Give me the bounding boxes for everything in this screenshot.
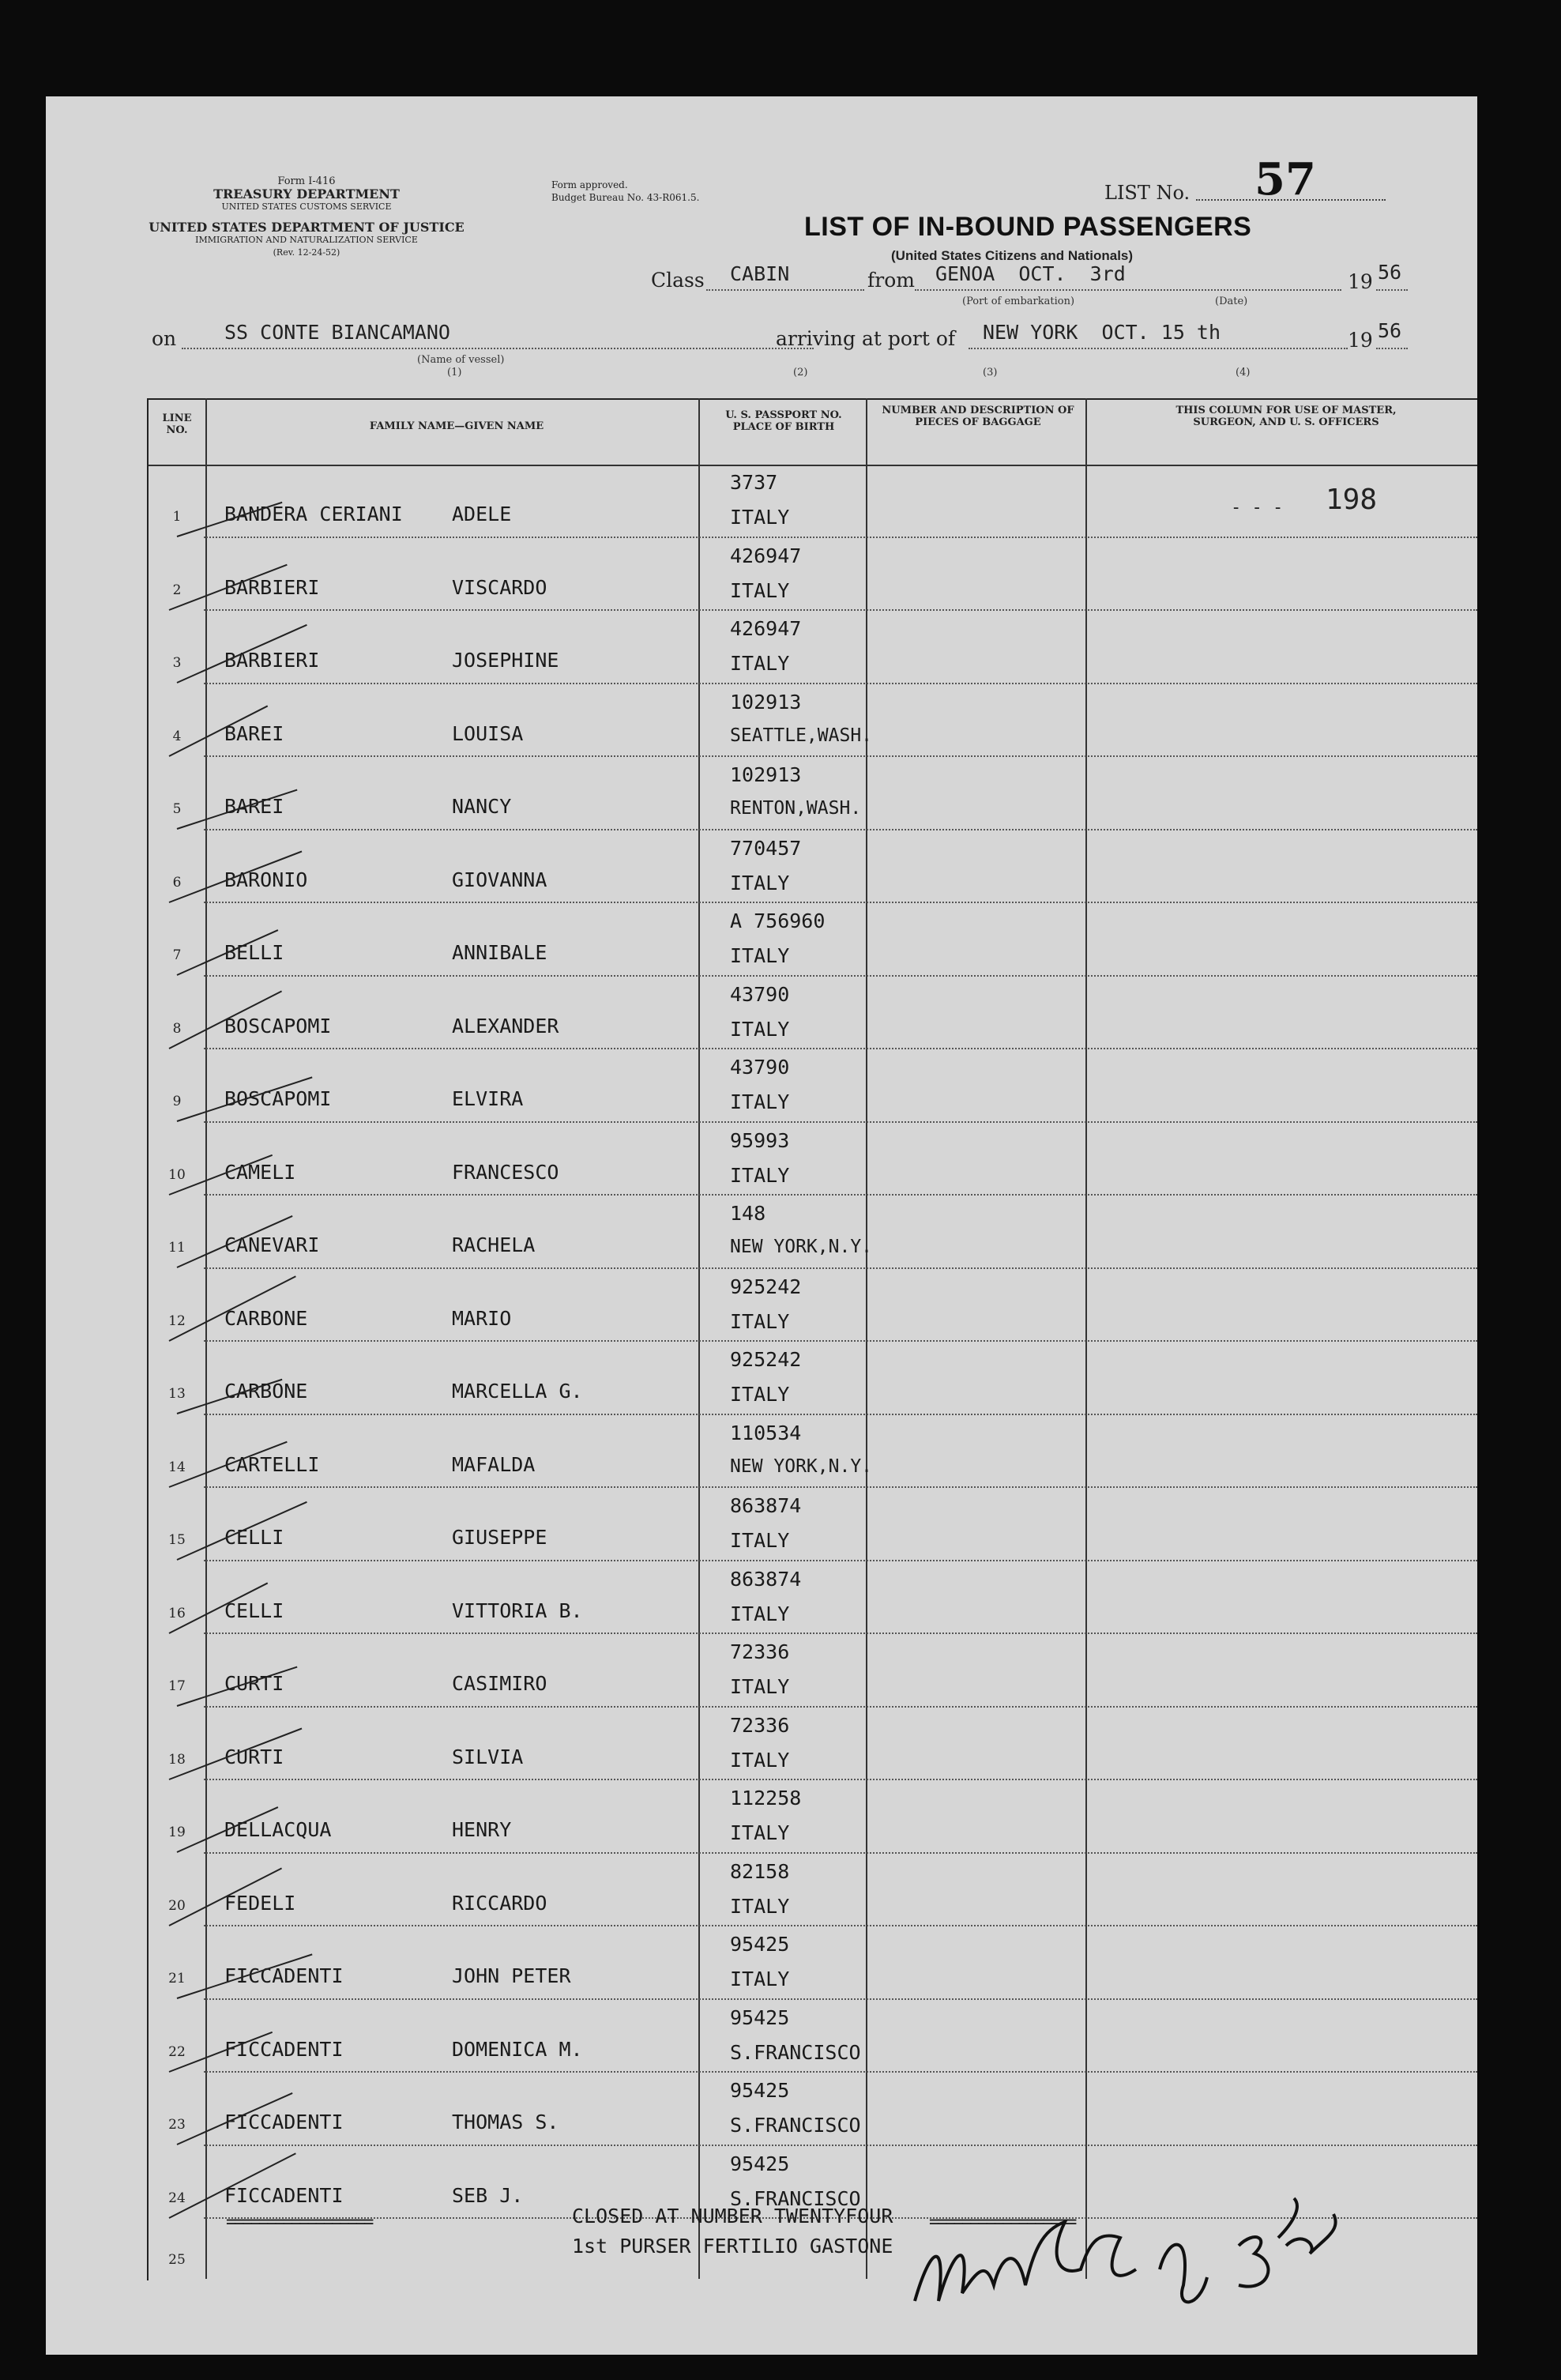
line-number: 16: [168, 1605, 186, 1621]
row-rule: [204, 1998, 1477, 2000]
form-number: Form I-416: [277, 175, 336, 187]
agency-header: [149, 175, 465, 259]
year-rule-1: [1376, 289, 1408, 291]
passport-number: 43790: [730, 1056, 790, 1079]
header-rule: [149, 465, 1477, 466]
passport-number: 95425: [730, 2079, 790, 2102]
from-label: from: [867, 269, 915, 292]
passport-number: 82158: [730, 1859, 790, 1883]
place-of-birth: ITALY: [730, 1675, 790, 1698]
family-name: FICCADENTI: [224, 2037, 344, 2061]
year-value-1: 56: [1378, 261, 1402, 284]
passport-number: 110534: [730, 1421, 802, 1444]
line-number: 17: [168, 1678, 186, 1694]
form-approved: Form approved.: [551, 179, 628, 190]
place-of-birth: ITALY: [730, 652, 790, 675]
place-of-birth: S.FRANCISCO: [730, 2114, 861, 2137]
given-name: VISCARDO: [452, 575, 547, 599]
col-baggage: NUMBER AND DESCRIPTION OF PIECES OF BAGGAGE: [882, 405, 1074, 428]
family-name: BELLI: [224, 941, 284, 964]
row-rule: [204, 2145, 1477, 2146]
line-number: 13: [168, 1386, 186, 1402]
place-of-birth: S.FRANCISCO: [730, 2186, 861, 2210]
family-name: CURTI: [224, 1672, 284, 1695]
place-of-birth: ITALY: [730, 1821, 790, 1844]
port-caption: (Port of embarkation): [962, 296, 1075, 307]
form-title: LIST OF IN-BOUND PASSENGERS: [804, 212, 1252, 242]
given-name: RACHELA: [452, 1233, 536, 1256]
place-of-birth: S.FRANCISCO: [730, 2040, 861, 2064]
line-number: 23: [168, 2117, 186, 2133]
customs-service: UNITED STATES CUSTOMS SERVICE: [221, 201, 392, 212]
col-divider-4: [1085, 398, 1087, 2279]
row-rule: [204, 1194, 1477, 1196]
col-divider-1: [205, 398, 207, 2279]
given-name: ADELE: [452, 503, 512, 525]
family-name: CANEVARI: [224, 1233, 320, 1256]
passport-number: 925242: [730, 1275, 802, 1298]
line-number: 20: [168, 1897, 186, 1914]
revision-date: (Rev. 12-24-52): [273, 247, 340, 258]
family-name: BARBIERI: [224, 649, 320, 672]
line-number: 3: [172, 655, 182, 671]
family-name: BARONIO: [224, 868, 308, 891]
place-of-birth: ITALY: [730, 1309, 790, 1333]
line-number: 24: [168, 2190, 186, 2206]
line-number: 22: [168, 2043, 186, 2060]
place-of-birth: SEATTLE,WASH.: [730, 725, 873, 746]
date-caption: (Date): [1215, 296, 1248, 307]
immigration-service: IMMIGRATION AND NATURALIZATION SERVICE: [195, 235, 418, 245]
family-name: CELLI: [224, 1599, 284, 1622]
col1-caption: (1): [447, 367, 462, 378]
passport-number: 925242: [730, 1348, 802, 1371]
given-name: JOHN PETER: [452, 1964, 571, 1987]
passport-number: 72336: [730, 1713, 790, 1737]
year-value-2: 56: [1378, 319, 1402, 342]
family-name: BARBIERI: [224, 575, 320, 599]
place-of-birth: ITALY: [730, 1383, 790, 1406]
row-rule: [204, 1779, 1477, 1780]
line-number: 15: [168, 1532, 186, 1548]
vessel-name: SS CONTE BIANCAMANO: [224, 321, 450, 344]
passport-number: 148: [730, 1202, 766, 1225]
passport-number: 112258: [730, 1787, 802, 1809]
line-number: 11: [168, 1240, 186, 1256]
passport-number: 43790: [730, 982, 790, 1006]
given-name: SILVIA: [452, 1745, 524, 1768]
col-divider-3: [866, 398, 867, 2279]
handwritten-signature: [907, 2151, 1349, 2340]
line-number: 10: [168, 1166, 186, 1183]
row-rule: [204, 1925, 1477, 1926]
class-value: CABIN: [730, 262, 790, 285]
row-rule: [204, 609, 1477, 611]
year-prefix-2: 19: [1348, 329, 1373, 352]
line-number: 14: [168, 1459, 186, 1475]
place-of-birth: ITALY: [730, 1090, 790, 1113]
family-name: BAREI: [224, 795, 284, 818]
col-line-no: LINE NO.: [162, 412, 192, 436]
line-number: 8: [172, 1020, 182, 1037]
arrival-rule: [969, 348, 1348, 349]
col-passport: U. S. PASSPORT NO. PLACE OF BIRTH: [725, 409, 842, 433]
budget-approval: [551, 179, 741, 204]
line-number: 4: [172, 728, 182, 744]
family-name: BOSCAPOMI: [224, 1014, 332, 1037]
family-name: FICCADENTI: [224, 2183, 344, 2207]
list-number-label: LIST No.: [1104, 182, 1190, 204]
line-number: 12: [168, 1312, 186, 1329]
margin-note-number: 198: [1326, 484, 1378, 516]
closing-rule-right: ==================: [929, 2212, 1075, 2232]
given-name: SEB J.: [452, 2183, 524, 2207]
line-number: 6: [172, 874, 182, 891]
family-name: FICCADENTI: [224, 1964, 344, 1987]
place-of-birth: ITALY: [730, 871, 790, 894]
row-rule: [204, 1560, 1477, 1561]
given-name: ALEXANDER: [452, 1014, 559, 1037]
passport-number: 95425: [730, 2005, 790, 2029]
given-name: NANCY: [452, 795, 512, 818]
place-of-birth: ITALY: [730, 1017, 790, 1041]
col-divider-2: [698, 398, 700, 2279]
given-name: CASIMIRO: [452, 1672, 547, 1695]
line-number: 1: [172, 509, 182, 525]
place-of-birth: NEW YORK,N.Y.: [730, 1237, 873, 1257]
line-number: 21: [168, 1971, 186, 1986]
place-of-birth: ITALY: [730, 1748, 790, 1772]
purser-name: 1st PURSER FERTILIO GASTONE: [572, 2235, 893, 2258]
row-rule: [204, 975, 1477, 977]
row-rule: [204, 1632, 1477, 1634]
place-of-birth: ITALY: [730, 578, 790, 602]
passport-number: 863874: [730, 1567, 802, 1591]
col-name: FAMILY NAME—GIVEN NAME: [369, 420, 544, 432]
given-name: DOMENICA M.: [452, 2037, 583, 2061]
family-name: FEDELI: [224, 1891, 296, 1915]
family-name: DELLACQUA: [224, 1818, 332, 1841]
line-number-25: 25: [168, 2252, 186, 2268]
family-name: FICCADENTI: [224, 2111, 344, 2133]
given-name: VITTORIA B.: [452, 1599, 583, 1622]
form-subtitle: (United States Citizens and Nationals): [891, 248, 1134, 263]
row-rule: [204, 1486, 1477, 1488]
place-of-birth: ITALY: [730, 1894, 790, 1918]
arriving-label: arriving at port of: [776, 327, 956, 350]
col3-caption: (3): [983, 367, 998, 378]
year-prefix-1: 19: [1348, 270, 1373, 293]
passport-number: 95425: [730, 2152, 790, 2175]
year-rule-2: [1376, 348, 1408, 349]
col4-caption: (4): [1236, 367, 1251, 378]
given-name: LOUISA: [452, 721, 524, 745]
given-name: ELVIRA: [452, 1087, 524, 1110]
col-officers: THIS COLUMN FOR USE OF MASTER, SURGEON, AND U. S. OFFICERS: [1175, 405, 1397, 428]
place-of-birth: RENTON,WASH.: [730, 798, 862, 819]
passport-number: 426947: [730, 544, 802, 567]
given-name: RICCARDO: [452, 1891, 547, 1915]
from-value: GENOA OCT. 3rd: [935, 262, 1126, 285]
justice-department: UNITED STATES DEPARTMENT OF JUSTICE: [149, 220, 465, 235]
place-of-birth: NEW YORK,N.Y.: [730, 1455, 873, 1477]
row-rule: [204, 755, 1477, 757]
line-number: 2: [172, 582, 182, 598]
family-name: BAREI: [224, 721, 284, 745]
passport-number: 426947: [730, 617, 802, 640]
place-of-birth: ITALY: [730, 506, 790, 529]
given-name: JOSEPHINE: [452, 649, 559, 672]
treasury-department: TREASURY DEPARTMENT: [213, 186, 400, 201]
family-name: BOSCAPOMI: [224, 1087, 332, 1110]
on-label: on: [152, 327, 177, 350]
given-name: MARIO: [452, 1306, 512, 1330]
row-rule: [204, 1852, 1477, 1854]
row-rule: [204, 537, 1477, 538]
place-of-birth: ITALY: [730, 1529, 790, 1552]
class-rule: [706, 289, 864, 291]
family-name: CAMELI: [224, 1160, 296, 1184]
col2-caption: (2): [793, 367, 808, 378]
vessel-caption: (Name of vessel): [417, 354, 505, 366]
line-number: 19: [168, 1825, 186, 1840]
line-number: 5: [172, 801, 182, 817]
given-name: HENRY: [452, 1818, 512, 1841]
from-rule: [915, 289, 1341, 291]
family-name: CURTI: [224, 1745, 284, 1768]
passport-number: 102913: [730, 763, 802, 786]
row-rule: [204, 1267, 1477, 1269]
row-rule: [204, 1121, 1477, 1123]
passport-number: 3737: [730, 471, 778, 494]
passport-number: 72336: [730, 1640, 790, 1663]
line-number: 9: [172, 1094, 182, 1109]
family-name: BANDERA CERIANI: [224, 503, 403, 525]
margin-dashes: - - -: [1231, 498, 1284, 518]
row-rule: [204, 2071, 1477, 2073]
place-of-birth: ITALY: [730, 1163, 790, 1187]
passport-number: A 756960: [730, 909, 826, 932]
passport-number: 95993: [730, 1128, 790, 1152]
place-of-birth: ITALY: [730, 1968, 790, 1990]
passport-number: 102913: [730, 690, 802, 714]
row-rule: [204, 1340, 1477, 1342]
vessel-rule: [182, 348, 814, 349]
line-number: 7: [172, 947, 182, 963]
given-name: GIUSEPPE: [452, 1526, 547, 1549]
given-name: FRANCESCO: [452, 1160, 559, 1184]
closing-statement: CLOSED AT NUMBER TWENTYFOUR: [572, 2205, 893, 2227]
place-of-birth: ITALY: [730, 944, 790, 967]
passport-number: 95425: [730, 1933, 790, 1956]
row-rule: [204, 829, 1477, 830]
given-name: ANNIBALE: [452, 941, 547, 964]
place-of-birth: ITALY: [730, 1602, 790, 1625]
row-rule: [204, 1048, 1477, 1049]
arrival-value: NEW YORK OCT. 15 th: [983, 321, 1221, 344]
family-name: CARBONE: [224, 1380, 308, 1403]
given-name: MARCELLA G.: [452, 1380, 583, 1403]
row-rule: [204, 683, 1477, 684]
passport-number: 863874: [730, 1494, 802, 1517]
given-name: MAFALDA: [452, 1452, 536, 1476]
manifest-page: [46, 96, 1477, 2355]
list-number-value: 57: [1254, 153, 1316, 205]
family-name: CARTELLI: [224, 1452, 320, 1476]
passport-number: 770457: [730, 836, 802, 860]
row-rule: [204, 1414, 1477, 1415]
budget-number: Budget Bureau No. 43-R061.5.: [551, 192, 700, 203]
closing-rule-left: ==================: [226, 2212, 372, 2232]
given-name: THOMAS S.: [452, 2111, 559, 2133]
given-name: GIOVANNA: [452, 868, 547, 891]
row-rule: [204, 1706, 1477, 1708]
family-name: CARBONE: [224, 1306, 308, 1330]
family-name: CELLI: [224, 1526, 284, 1549]
row-rule: [204, 902, 1477, 903]
line-number: 18: [168, 1751, 186, 1768]
class-label: Class: [651, 269, 705, 292]
